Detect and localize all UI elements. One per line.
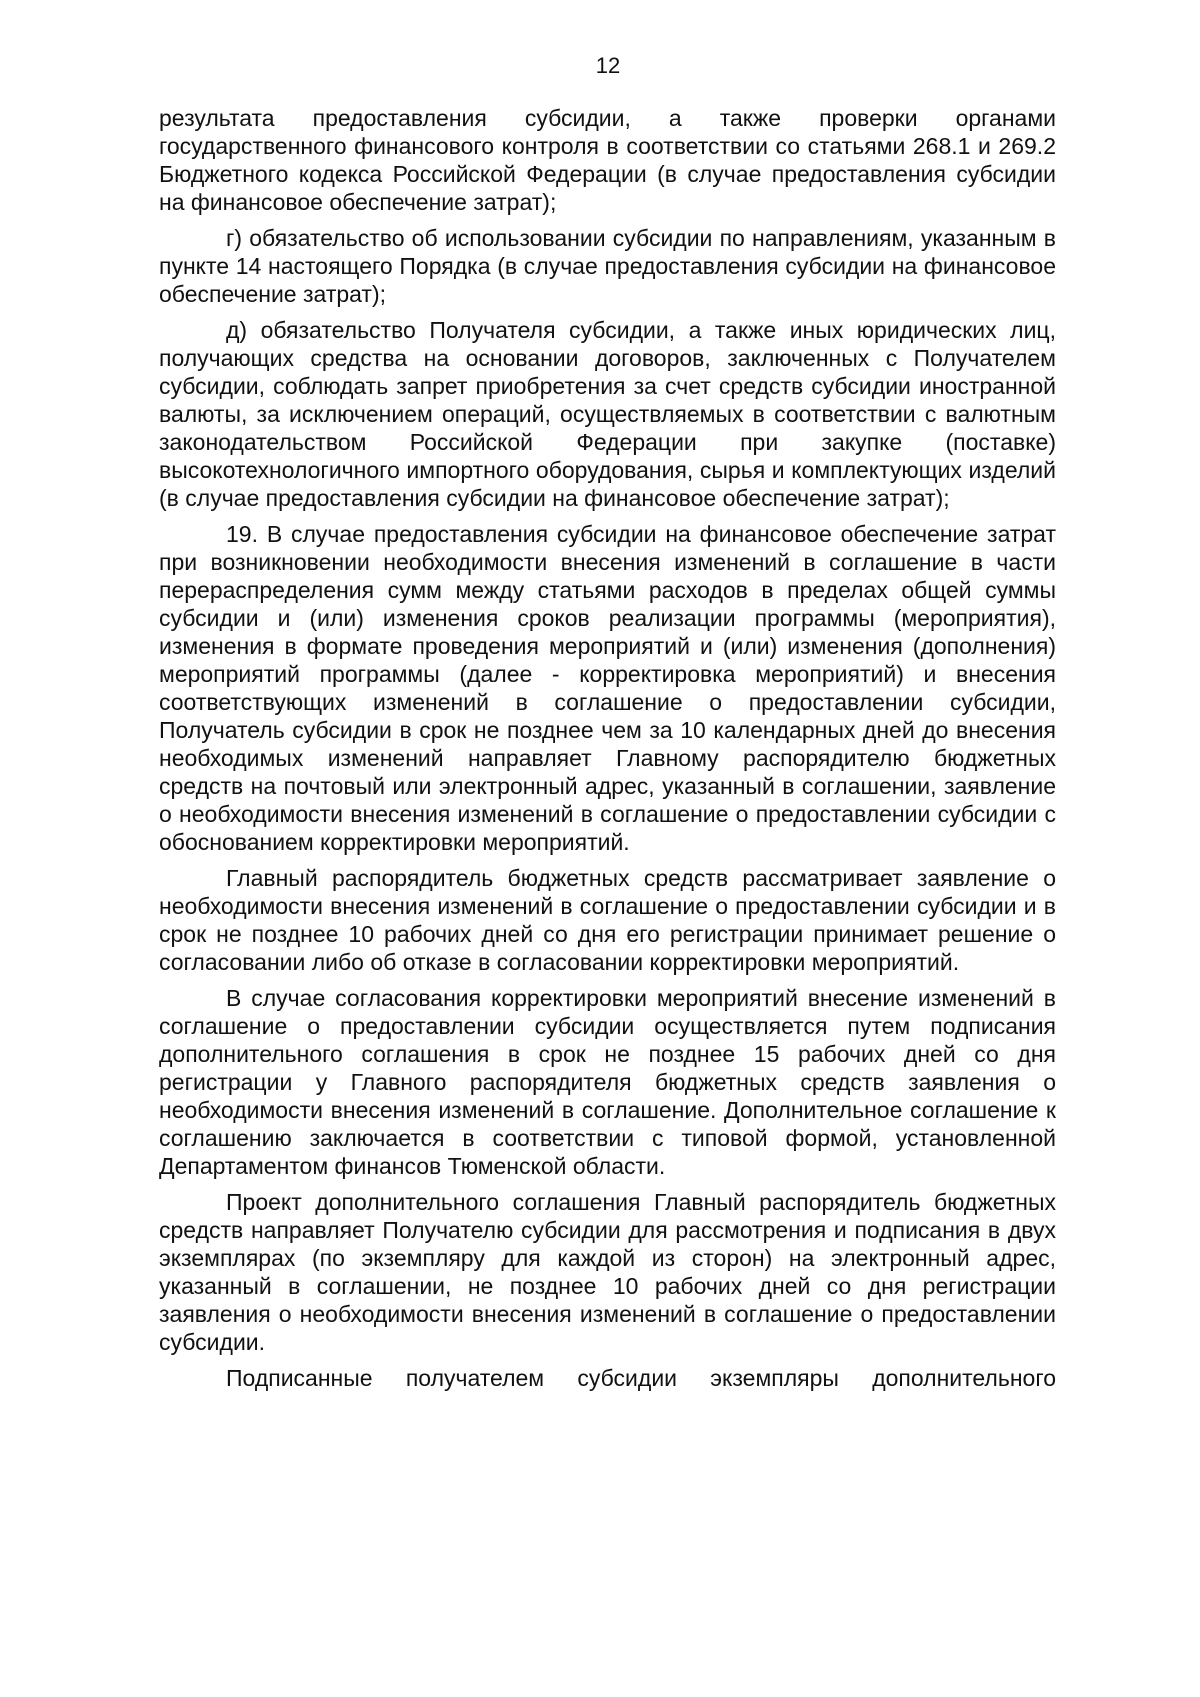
- page-number: 12: [595, 53, 621, 78]
- paragraph-item-g: г) обязательство об использовании субсидии по направлениям, указанным в пункте 14 настоящего Порядка (в случае предоставления субсидии на финансовое обеспечение затрат);: [159, 225, 1056, 307]
- paragraph-signed-copies: Подписанные получателем субсидии экземпляры дополнительного: [226, 1365, 1056, 1391]
- paragraph-approval: В случае согласования корректировки мероприятий внесение изменений в соглашение о предоставлении субсидии осуществляется путем подписания дополнительного соглашения в срок не позднее 15 рабочих дней со дня регистрации у Главного распорядителя бюджетных средств заявления о необходимости внесения изменений в соглашение. Дополнительное соглашение к соглашению заключается в соответствии с типовой формой, установленной Департаментом финансов Тюменской области.: [159, 985, 1056, 1179]
- paragraph-item-d: д) обязательство Получателя субсидии, а также иных юридических лиц, получающих средства на основании договоров, заключенных с Получателем субсидии, соблюдать запрет приобретения за счет средств субсидии иностранной валюты, за исключением операций, осуществляемых в соответствии с валютным законодательством Российской Федерации при закупке (поставке) высокотехнологичного импортного оборудования, сырья и комплектующих изделий (в случае предоставления субсидии на финансовое обеспечение затрат);: [159, 317, 1056, 511]
- paragraph-draft-agreement: Проект дополнительного соглашения Главный распорядитель бюджетных средств направляет Получателю субсидии для рассмотрения и подписания в двух экземплярах (по экземпляру для каждой из сторон) на электронный адрес, указанный в соглашении, не позднее 10 рабочих дней со дня регистрации заявления о необходимости внесения изменений в соглашение о предоставлении субсидии.: [159, 1189, 1056, 1355]
- paragraph-continuation: результата предоставления субсидии, а также проверки органами государственного финансового контроля в соответствии со статьями 268.1 и 269.2 Бюджетного кодекса Российской Федерации (в случае предоставления субсидии на финансовое обеспечение затрат);: [159, 105, 1056, 215]
- paragraph-review: Главный распорядитель бюджетных средств рассматривает заявление о необходимости внесения изменений в соглашение о предоставлении субсидии и в срок не позднее 10 рабочих дней со дня его регистрации принимает решение о согласовании либо об отказе в согласовании корректировки мероприятий.: [159, 865, 1056, 975]
- paragraph-clause-19: 19. В случае предоставления субсидии на финансовое обеспечение затрат при возникновении необходимости внесения изменений в соглашение в части перераспределения сумм между статьями расходов в пределах общей суммы субсидии и (или) изменения сроков реализации программы (мероприятия), изменения в формате проведения мероприятий и (или) изменения (дополнения) мероприятий программы (далее - корректировка мероприятий) и внесения соответствующих изменений в соглашение о предоставлении субсидии, Получатель субсидии в срок не позднее чем за 10 календарных дней до внесения необходимых изменений направляет Главному распорядителю бюджетных средств на почтовый или электронный адрес, указанный в соглашении, заявление о необходимости внесения изменений в соглашение о предоставлении субсидии с обоснованием корректировки мероприятий.: [159, 521, 1056, 855]
- document-body: [159, 104, 1056, 1392]
